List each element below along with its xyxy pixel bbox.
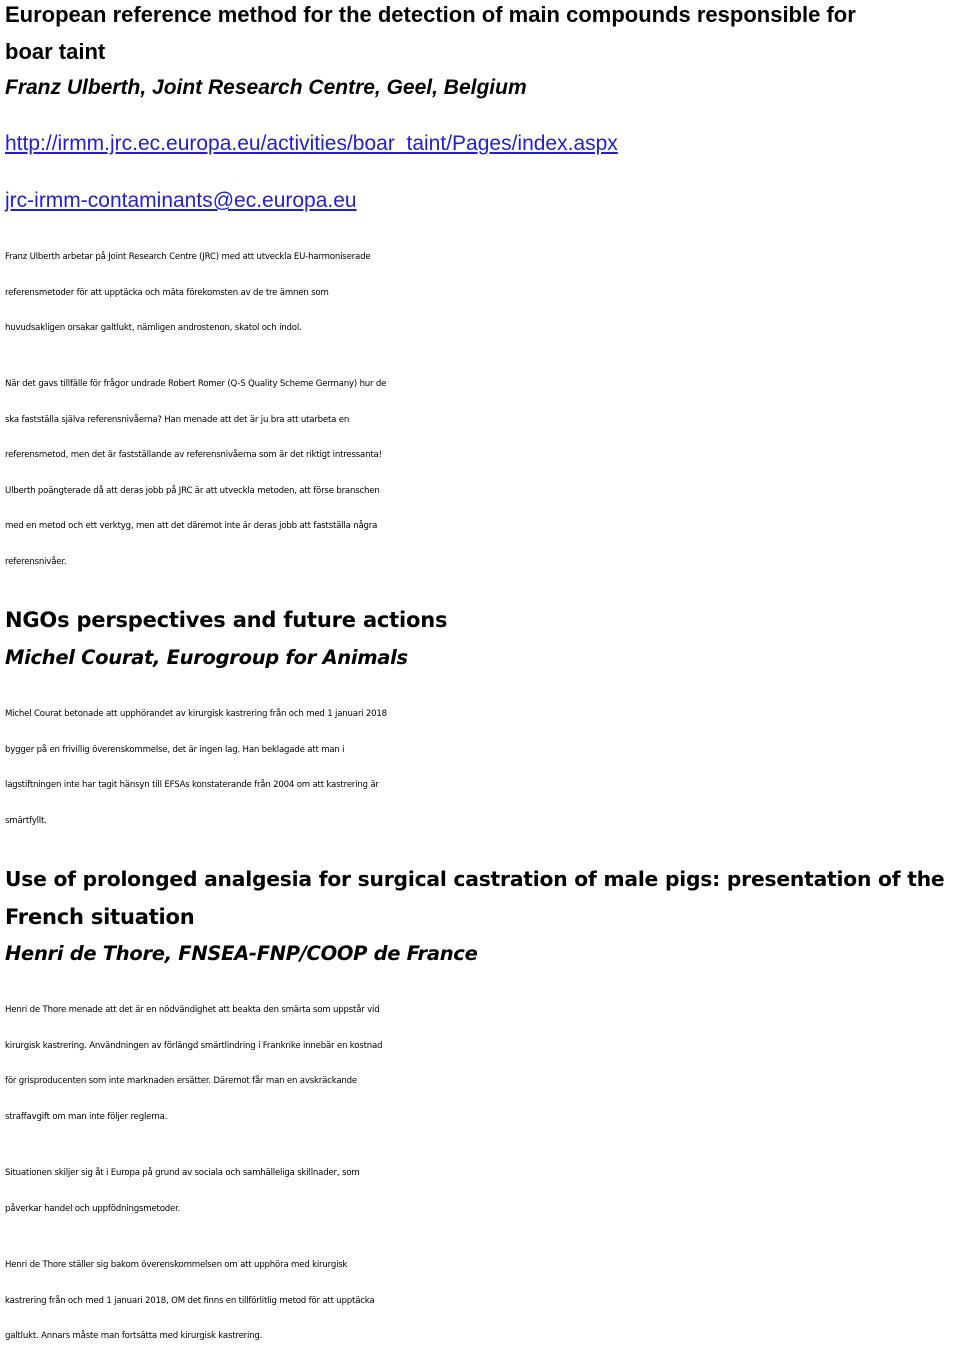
title-line: Use of prolonged analgesia for surgical castration of male pigs: presentation of the	[5, 867, 945, 891]
paragraph	[5, 697, 960, 839]
paragraph-line: Ulberth poängterade då att deras jobb på JRC är att utveckla metoden, att förse branschen	[5, 485, 380, 496]
paragraph-line: Situationen skiljer sig åt i Europa på grund av sociala och samhälleliga skillnader, som	[5, 1168, 360, 1178]
paragraph-line: för grisproducenten som inte marknaden ersätter. Däremot får man en avskräckande	[5, 1076, 357, 1086]
section-author: Henri de Thore, FNSEA-FNP/COOP de France	[5, 942, 478, 965]
paragraph-line: smärtfyllt.	[5, 815, 47, 826]
paragraph-line: galtlukt. Annars måste man fortsätta med kirurgisk kastrering.	[5, 1331, 263, 1341]
paragraph-line: straffavgift om man inte följer reglerna.	[5, 1111, 168, 1122]
paragraph-line: påverkar handel och uppfödningsmetoder.	[5, 1203, 181, 1214]
paragraph-line: Michel Courat betonade att upphörandet av kirurgisk kastrering från och med 1 januari 2018	[5, 709, 387, 719]
paragraph	[5, 993, 960, 1135]
paragraph-line: Franz Ulberth arbetar på Joint Research Centre (JRC) med att utveckla EU-harmoniserade	[5, 252, 371, 262]
section-author: Franz Ulberth, Joint Research Centre, Geel, Belgium	[5, 76, 527, 99]
section-author: Michel Courat, Eurogroup for Animals	[5, 646, 408, 669]
paragraph-line: referensnivåer.	[5, 556, 67, 567]
contact-email-link[interactable]: jrc-irmm-contaminants@ec.europa.eu	[5, 189, 357, 212]
section-title-ngos: NGOs perspectives and future actions	[5, 608, 448, 632]
title-line: European reference method for the detection of main compounds responsible for	[5, 2, 856, 27]
section-title-boar-taint	[5, 0, 950, 70]
paragraph	[5, 240, 960, 347]
paragraph-line: Henri de Thore ställer sig bakom överenskommelsen om att upphöra med kirurgisk	[5, 1260, 348, 1270]
paragraph	[5, 1248, 960, 1355]
reference-url-link[interactable]: http://irmm.jrc.ec.europa.eu/activities/boar_taint/Pages/index.aspx	[5, 132, 618, 155]
paragraph-line: bygger på en frivillig överenskommelse, det är ingen lag. Han beklagade att man i	[5, 744, 345, 755]
paragraph-line: ska fastställa själva referensnivåerna? Han menade att det är ju bra att utarbeta en	[5, 414, 350, 425]
paragraph-line: När det gavs tillfälle för frågor undrade Robert Romer (Q-S Quality Scheme Germany) hur de	[5, 379, 387, 389]
paragraph-line: Henri de Thore menade att det är en nödvändighet att beakta den smärta som uppstår vid	[5, 1005, 380, 1015]
title-line: French situation	[5, 904, 195, 929]
paragraph-line: kastrering från och med 1 januari 2018, OM det finns en tillförlitlig metod för att upptäcka	[5, 1295, 375, 1306]
paragraph	[5, 1156, 960, 1227]
paragraph-line: med en metod och ett verktyg, men att det däremot inte är deras jobb att fastställa några	[5, 521, 378, 531]
title-line: boar taint	[5, 39, 106, 64]
paragraph-line: huvudsakligen orsakar galtlukt, nämligen androstenon, skatol och indol.	[5, 323, 302, 333]
paragraph-line: referensmetod, men det är fastställande av referensnivåerna som är det riktigt intressanta!	[5, 450, 382, 460]
section-title-analgesia	[5, 861, 950, 936]
paragraph	[5, 367, 960, 580]
paragraph-line: referensmetoder för att upptäcka och mäta förekomsten av de tre ämnen som	[5, 287, 329, 298]
paragraph-line: lagstiftningen inte har tagit hänsyn till EFSAs konstaterande från 2004 om att kastrering är	[5, 780, 379, 790]
paragraph-line: kirurgisk kastrering. Användningen av förlängd smärtlindring i Frankrike innebär en kostnad	[5, 1040, 383, 1051]
